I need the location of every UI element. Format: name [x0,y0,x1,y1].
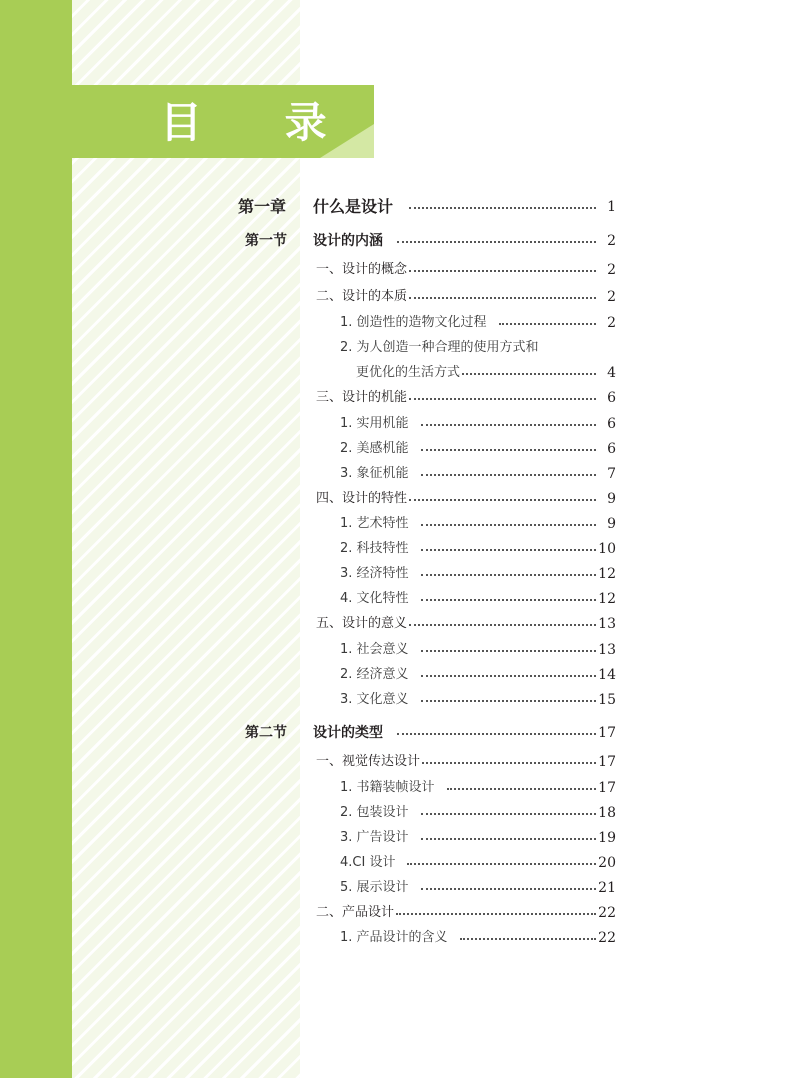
toc-entry[interactable] [0,663,800,687]
toc-entry[interactable] [0,412,800,436]
toc-entry[interactable] [0,285,800,309]
toc-entry[interactable] [0,258,800,282]
toc-entry-title: 五、设计的意义 [316,616,408,631]
toc-entry-title: 一、设计的概念 [316,262,408,277]
toc-entry-title: 2. 科技特性 [340,541,409,556]
toc-dot-leader [409,270,596,272]
toc-entry[interactable] [0,926,800,950]
toc-entry-title: 1. 实用机能 [340,416,409,431]
toc-page-number: 21 [598,880,616,896]
toc-page-number: 6 [607,390,616,406]
toc-page-number: 1 [607,199,616,215]
toc-entry-title: 2. 为人创造一种合理的使用方式和 [340,340,539,355]
toc-entry-title: 2. 包装设计 [340,805,409,820]
toc-entry[interactable] [0,876,800,900]
toc-entry-title: 1. 艺术特性 [340,516,409,531]
toc-entry-title: 更优化的生活方式 [356,365,461,380]
toc-entry-title: 3. 文化意义 [340,692,409,707]
toc-dot-leader [421,549,596,551]
toc-dot-leader [409,207,596,209]
toc-entry-title: 一、视觉传达设计 [316,754,421,769]
toc-page-number: 12 [598,591,616,607]
toc-dot-leader [462,373,596,375]
toc-page-number: 2 [607,233,616,249]
toc-entry[interactable] [0,638,800,662]
toc-entry[interactable] [0,537,800,561]
toc-entry[interactable] [0,851,800,875]
toc-entry-title: 二、设计的本质 [316,289,408,304]
toc-entry[interactable] [0,361,800,385]
toc-entry[interactable] [0,311,800,335]
toc-entry-title: 4.CI 设计 [340,855,396,870]
toc-page-number: 18 [598,805,616,821]
toc-page-number: 17 [598,780,616,796]
toc-page-number: 13 [598,616,616,632]
toc-entry-title: 1. 书籍装帧设计 [340,780,435,795]
toc-dot-leader [421,813,596,815]
toc-entry-title: 1. 产品设计的含义 [340,930,448,945]
toc-entry[interactable] [0,750,800,774]
toc-section-label: 第一节 [245,233,287,249]
toc-dot-leader [409,624,596,626]
toc-entry-title: 1. 创造性的造物文化过程 [340,315,487,330]
toc-entry[interactable] [0,612,800,636]
toc-dot-leader [421,599,596,601]
toc-entry[interactable] [0,776,800,800]
toc-entry-title: 1. 社会意义 [340,642,409,657]
toc-dot-leader [421,675,596,677]
toc-entry-title: 3. 象征机能 [340,466,409,481]
toc-entry-title: 三、设计的机能 [316,390,408,405]
toc-entry-title: 四、设计的特性 [316,491,408,506]
toc-page-number: 9 [607,516,616,532]
toc-entry[interactable] [0,512,800,536]
toc-dot-leader [421,524,596,526]
toc-entry[interactable] [0,721,800,745]
toc-entry[interactable] [0,487,800,511]
toc-page-number: 2 [607,289,616,305]
toc-dot-leader [460,938,596,940]
toc-entry[interactable] [0,801,800,825]
toc-entry[interactable] [0,901,800,925]
toc-dot-leader [409,499,596,501]
toc-page-number: 6 [607,441,616,457]
toc-page-number: 22 [598,905,616,921]
toc-dot-leader [396,913,596,915]
toc-page-number: 15 [598,692,616,708]
toc-entry[interactable] [0,229,800,253]
toc-entry-title: 4. 文化特性 [340,591,409,606]
toc-dot-leader [409,398,596,400]
toc-dot-leader [407,863,596,865]
toc-entry-title: 2. 美感机能 [340,441,409,456]
toc-entry[interactable] [0,562,800,586]
toc-entry-title: 什么是设计 [313,197,394,216]
toc-dot-leader [421,424,596,426]
toc-page-number: 22 [598,930,616,946]
toc-section-label: 第二节 [245,725,287,741]
toc-entry[interactable] [0,688,800,712]
toc-page-number: 6 [607,416,616,432]
toc-dot-leader [421,888,596,890]
toc-entry[interactable] [0,826,800,850]
toc-entry-title: 2. 经济意义 [340,667,409,682]
toc-dot-leader [421,650,596,652]
toc-entry-title: 设计的类型 [313,725,383,741]
toc-dot-leader [409,297,596,299]
toc-dot-leader [397,241,596,243]
toc-page-number: 4 [607,365,616,381]
toc-entry[interactable] [0,437,800,461]
toc-entry-title: 3. 广告设计 [340,830,409,845]
toc-entry-title: 3. 经济特性 [340,566,409,581]
toc-page-number: 14 [598,667,616,683]
toc-dot-leader [447,788,596,790]
toc-dot-leader [421,449,596,451]
toc-page-number: 19 [598,830,616,846]
toc-entry-title: 设计的内涵 [313,233,383,249]
toc-page-number: 7 [607,466,616,482]
toc-entry[interactable] [0,386,800,410]
toc-dot-leader [421,700,596,702]
toc-dot-leader [397,733,596,735]
toc-entry[interactable] [0,336,800,360]
toc-page-number: 2 [607,262,616,278]
toc-entry-title: 二、产品设计 [316,905,395,920]
page-title: 目 录 [160,98,361,147]
toc-entry[interactable] [0,462,800,486]
toc-page-number: 9 [607,491,616,507]
toc-chapter-label: 第一章 [238,197,287,216]
toc-page-number: 20 [598,855,616,871]
toc-dot-leader [421,474,596,476]
toc-dot-leader [422,762,596,764]
toc-entry[interactable] [0,195,800,219]
toc-page-number: 13 [598,642,616,658]
toc-dot-leader [421,838,596,840]
toc-dot-leader [499,323,596,325]
toc-dot-leader [421,574,596,576]
toc-entry[interactable] [0,587,800,611]
toc-page-number: 10 [598,541,616,557]
toc-page-number: 12 [598,566,616,582]
toc-page-number: 17 [598,754,616,770]
toc-entry-title: 5. 展示设计 [340,880,409,895]
toc-page-number: 2 [607,315,616,331]
toc-page-number: 17 [598,725,616,741]
